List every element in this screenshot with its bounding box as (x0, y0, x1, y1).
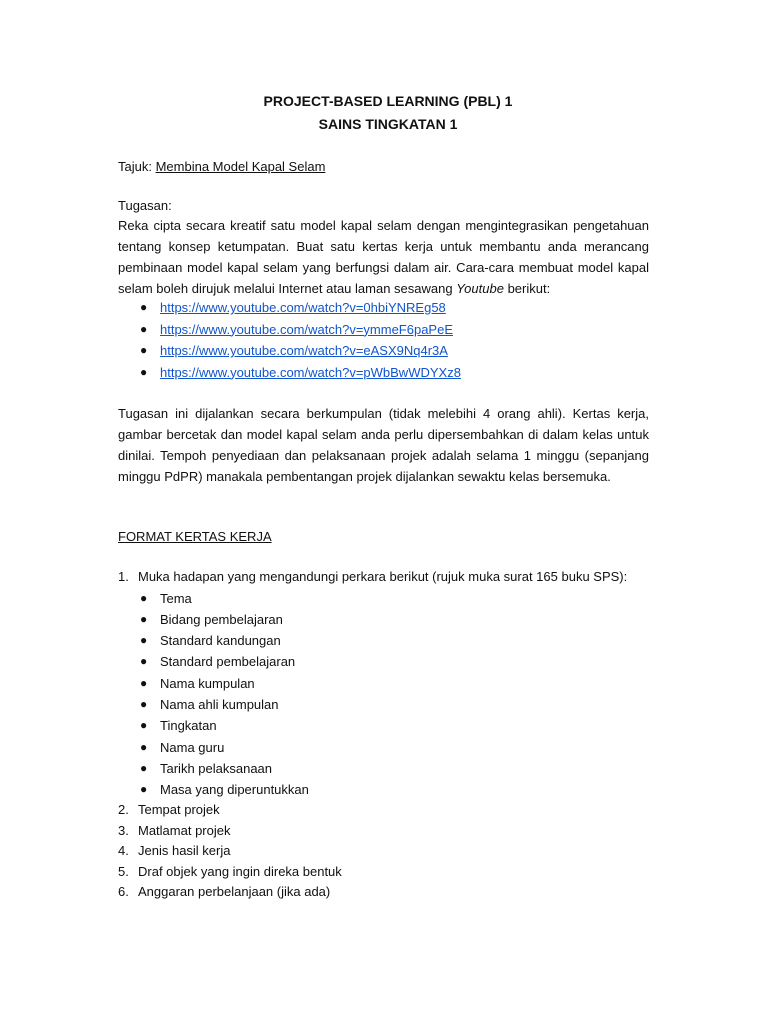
item-number: 1. (118, 569, 129, 584)
video-link[interactable]: https://www.youtube.com/watch?v=ymmeF6paPeE (160, 321, 453, 337)
bullet-icon: ● (140, 343, 148, 357)
tugasan-heading: Tugasan: (118, 198, 172, 213)
format-heading: FORMAT KERTAS KERJA (118, 529, 272, 544)
bullet-icon: ● (140, 675, 148, 690)
video-link[interactable]: https://www.youtube.com/watch?v=0hbiYNREg58 (160, 300, 446, 315)
item-text: Muka hadapan yang mengandungi perkara berikut (rujuk muka surat 165 buku SPS): (138, 569, 628, 584)
video-link[interactable]: https://www.youtube.com/watch?v=pWbBwWDYXz8 (160, 364, 461, 380)
format-list (118, 567, 627, 903)
tugasan-paragraph-1-end: berikut: (507, 281, 551, 296)
list-item (118, 862, 627, 883)
list-item (118, 800, 627, 821)
document-header (0, 90, 768, 136)
list-item (140, 758, 627, 779)
sub-item-text: Tingkatan (160, 718, 217, 734)
tugasan-paragraph-2: Tugasan ini dijalankan secara berkumpulan (tidak melebihi 4 orang ahli). Kertas kerja, gambar bercetak dan model kapal selam anda perlu dipersembahkan di dalam kelas untuk dinilai. Tempoh penyediaan dan pelaksanaan projek adalah selama 1 minggu (sepanjang minggu PdPR) manakala pembentangan projek dijalankan sewaktu kelas bersemuka. (118, 406, 649, 484)
item-text: Jenis hasil kerja (138, 843, 231, 859)
list-item (118, 567, 627, 800)
bullet-icon: ● (140, 782, 148, 797)
item-number: 5. (118, 863, 129, 879)
tugasan-paragraph-1-text: Reka cipta secara kreatif satu model kapal selam dengan mengintegrasikan pengetahuan tentang konsep ketumpatan. Buat satu kertas kerja untuk membantu anda merancang pembinaan model kapal selam yang berfungsi dalam air. Cara-cara membuat model kapal selam boleh dirujuk melalui Internet atau laman sesawang (118, 218, 649, 296)
sub-item-text: Masa yang diperuntukkan (160, 782, 309, 798)
sub-item-text: Bidang pembelajaran (160, 611, 283, 627)
sub-item-text: Nama ahli kumpulan (160, 696, 279, 712)
item-number: 2. (118, 802, 129, 818)
item-text: Tempat projek (138, 802, 220, 818)
sub-item-text: Standard kandungan (160, 633, 281, 649)
bullet-icon: ● (140, 300, 148, 314)
bullet-icon: ● (140, 739, 148, 754)
list-item (140, 694, 627, 715)
list-item (140, 673, 627, 694)
list-item (140, 737, 627, 758)
item-number: 4. (118, 843, 129, 859)
bullet-icon: ● (140, 590, 148, 605)
list-item (118, 841, 627, 862)
list-item (140, 297, 461, 319)
bullet-icon: ● (140, 364, 148, 379)
list-item (140, 588, 627, 609)
bullet-icon: ● (140, 696, 148, 711)
list-item (140, 609, 627, 630)
sub-item-text: Nama kumpulan (160, 675, 255, 691)
list-item (140, 715, 627, 736)
list-item (140, 340, 461, 362)
list-item (140, 651, 627, 672)
item-text: Anggaran perbelanjaan (jika ada) (138, 884, 331, 900)
tajuk-topic: Membina Model Kapal Selam (155, 159, 326, 174)
bullet-icon: ● (140, 654, 148, 669)
list-item (140, 362, 461, 384)
list-item (118, 821, 627, 842)
cover-page-items (138, 588, 627, 801)
sub-item-text: Tarikh pelaksanaan (160, 760, 273, 776)
item-number: 3. (118, 822, 129, 838)
bullet-icon: ● (140, 760, 148, 775)
document-subtitle: SAINS TINGKATAN 1 (318, 116, 458, 132)
item-text: Matlamat projek (138, 822, 231, 838)
list-item (140, 630, 627, 651)
item-number: 6. (118, 884, 129, 900)
tajuk-label: Tajuk: (118, 159, 152, 174)
sub-item-text: Nama guru (160, 739, 225, 755)
list-item (118, 882, 627, 903)
item-text: Draf objek yang ingin direka bentuk (138, 863, 342, 879)
bullet-icon: ● (140, 633, 148, 648)
bullet-icon: ● (140, 321, 148, 336)
tajuk-line (118, 157, 325, 177)
list-item (140, 779, 627, 800)
tugasan-paragraph-1 (118, 215, 649, 299)
video-link-list (140, 297, 461, 383)
tugasan-paragraph-1-italic: Youtube (456, 281, 504, 296)
bullet-icon: ● (140, 611, 148, 626)
sub-item-text: Standard pembelajaran (160, 654, 296, 670)
video-link[interactable]: https://www.youtube.com/watch?v=eASX9Nq4r3A (160, 343, 448, 358)
document-title: PROJECT-BASED LEARNING (PBL) 1 (263, 93, 513, 109)
bullet-icon: ● (140, 718, 148, 733)
list-item (140, 319, 461, 341)
sub-item-text: Tema (160, 590, 192, 606)
